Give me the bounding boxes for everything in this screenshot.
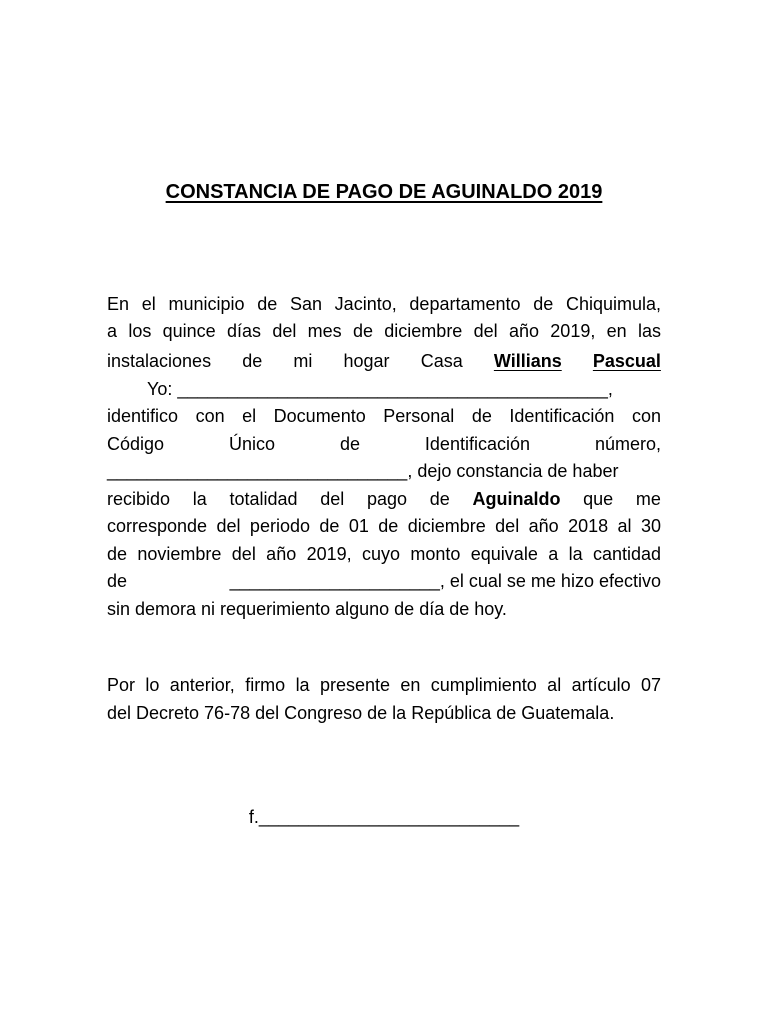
signature-line: f.__________________________	[248, 807, 520, 827]
word: que	[583, 489, 614, 509]
word: de	[339, 434, 360, 454]
document-title	[0, 178, 768, 206]
aguinaldo-term: Aguinaldo	[472, 489, 561, 509]
paragraph1-line2: a los quince días del mes de diciembre del año 2019, en las	[107, 321, 661, 341]
word: recibido	[107, 489, 171, 509]
word: mi	[293, 351, 313, 371]
word: Identificación	[424, 434, 530, 454]
employer-name-last: Pascual	[592, 351, 661, 371]
word: Código	[107, 434, 165, 454]
word: de	[107, 571, 128, 591]
word: hogar	[343, 351, 390, 371]
paragraph1-line6	[107, 431, 661, 458]
paragraph1-line12: sin demora ni requerimiento alguno de día de hoy.	[107, 599, 507, 619]
amount-blank-line: _____________________, el cual se me hizo efectivo	[229, 571, 661, 591]
paragraph1-line8	[107, 486, 661, 513]
paragraph2-line2: del Decreto 76-78 del Congreso de la República de Guatemala.	[107, 703, 615, 723]
word: de	[242, 351, 263, 371]
paragraph2-line1: Por lo anterior, firmo la presente en cumplimiento al artículo 07	[107, 675, 661, 695]
word: instalaciones	[107, 351, 212, 371]
paragraph1-line3	[107, 348, 661, 375]
word: de	[429, 489, 450, 509]
word: Único	[228, 434, 276, 454]
paragraph1-line11	[107, 568, 661, 595]
word: me	[635, 489, 661, 509]
title-text: CONSTANCIA DE PAGO DE AGUINALDO 2019	[165, 181, 603, 203]
word: del	[320, 489, 345, 509]
word: pago	[366, 489, 408, 509]
paragraph1-line5: identifico con el Documento Personal de Identificación con	[107, 406, 661, 426]
paragraph1-line1: En el municipio de San Jacinto, departamento de Chiquimula,	[107, 294, 661, 314]
paragraph1-line7: ______________________________, dejo constancia de haber	[107, 461, 619, 481]
word: totalidad	[229, 489, 298, 509]
paragraph1-line10: de noviembre del año 2019, cuyo monto equivale a la cantidad	[107, 544, 661, 564]
employer-name-first: Willians	[493, 351, 562, 371]
word: Casa	[420, 351, 463, 371]
paragraph1-line4-yo: Yo: ___________________________________________,	[147, 379, 613, 399]
word: número,	[594, 434, 661, 454]
paragraph1-line9: corresponde del periodo de 01 de diciembre del año 2018 al 30	[107, 516, 661, 536]
word: la	[192, 489, 207, 509]
